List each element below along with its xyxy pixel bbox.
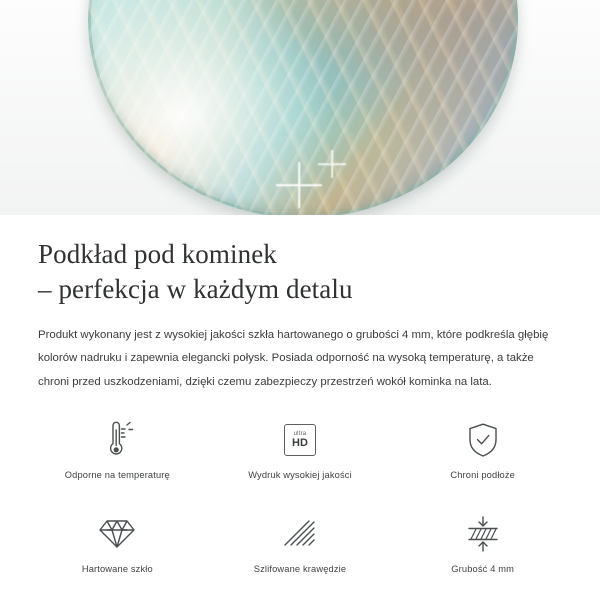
feature-item-thickness (391, 512, 574, 600)
feature-label: Hartowane szkło (81, 564, 153, 575)
feature-label: Chroni podłoże (450, 470, 515, 481)
ultra-hd-badge-top: ultra (293, 431, 307, 438)
polished-edge-icon (281, 512, 319, 556)
feature-label: Wydruk wysokiej jakości (248, 470, 352, 481)
page-title-line-2: – perfekcja w każdym detalu (38, 273, 353, 304)
feature-item-polished-edges (209, 512, 392, 600)
description-paragraph: Produkt wykonany jest z wysokiej jakości szkła hartowanego o grubości 4 mm, które podkreśla głębię kolorów nadruku i zapewnia elegancki połysk. Posiada odporność na wysoką temperaturę, a także chroni przed uszkodzeniami, dzięki czemu zabezpieczy przestrzeń wokół kominka na lata. (38, 329, 549, 388)
feature-label: Grubość 4 mm (451, 564, 515, 575)
shield-check-icon (466, 418, 500, 462)
feature-label: Odporne na temperaturę (64, 470, 170, 481)
page-title-line-1: Podkład pod kominek (38, 239, 277, 269)
feature-item-tempered-glass (26, 512, 209, 600)
feature-grid (0, 418, 600, 600)
feature-item-surface-protection (391, 418, 574, 506)
thermometer-icon (100, 418, 134, 462)
page-title (38, 237, 562, 306)
feature-label: Szlifowane krawędzie (253, 564, 347, 575)
feature-item-temperature (26, 418, 209, 506)
hero-image (0, 0, 600, 215)
thickness-arrows-icon (463, 512, 503, 556)
ultra-hd-badge-bottom: HD (292, 437, 308, 450)
diamond-icon (98, 512, 136, 556)
text-content (0, 215, 600, 394)
feature-item-print-quality (209, 418, 392, 506)
ultra-hd-icon (284, 418, 316, 462)
